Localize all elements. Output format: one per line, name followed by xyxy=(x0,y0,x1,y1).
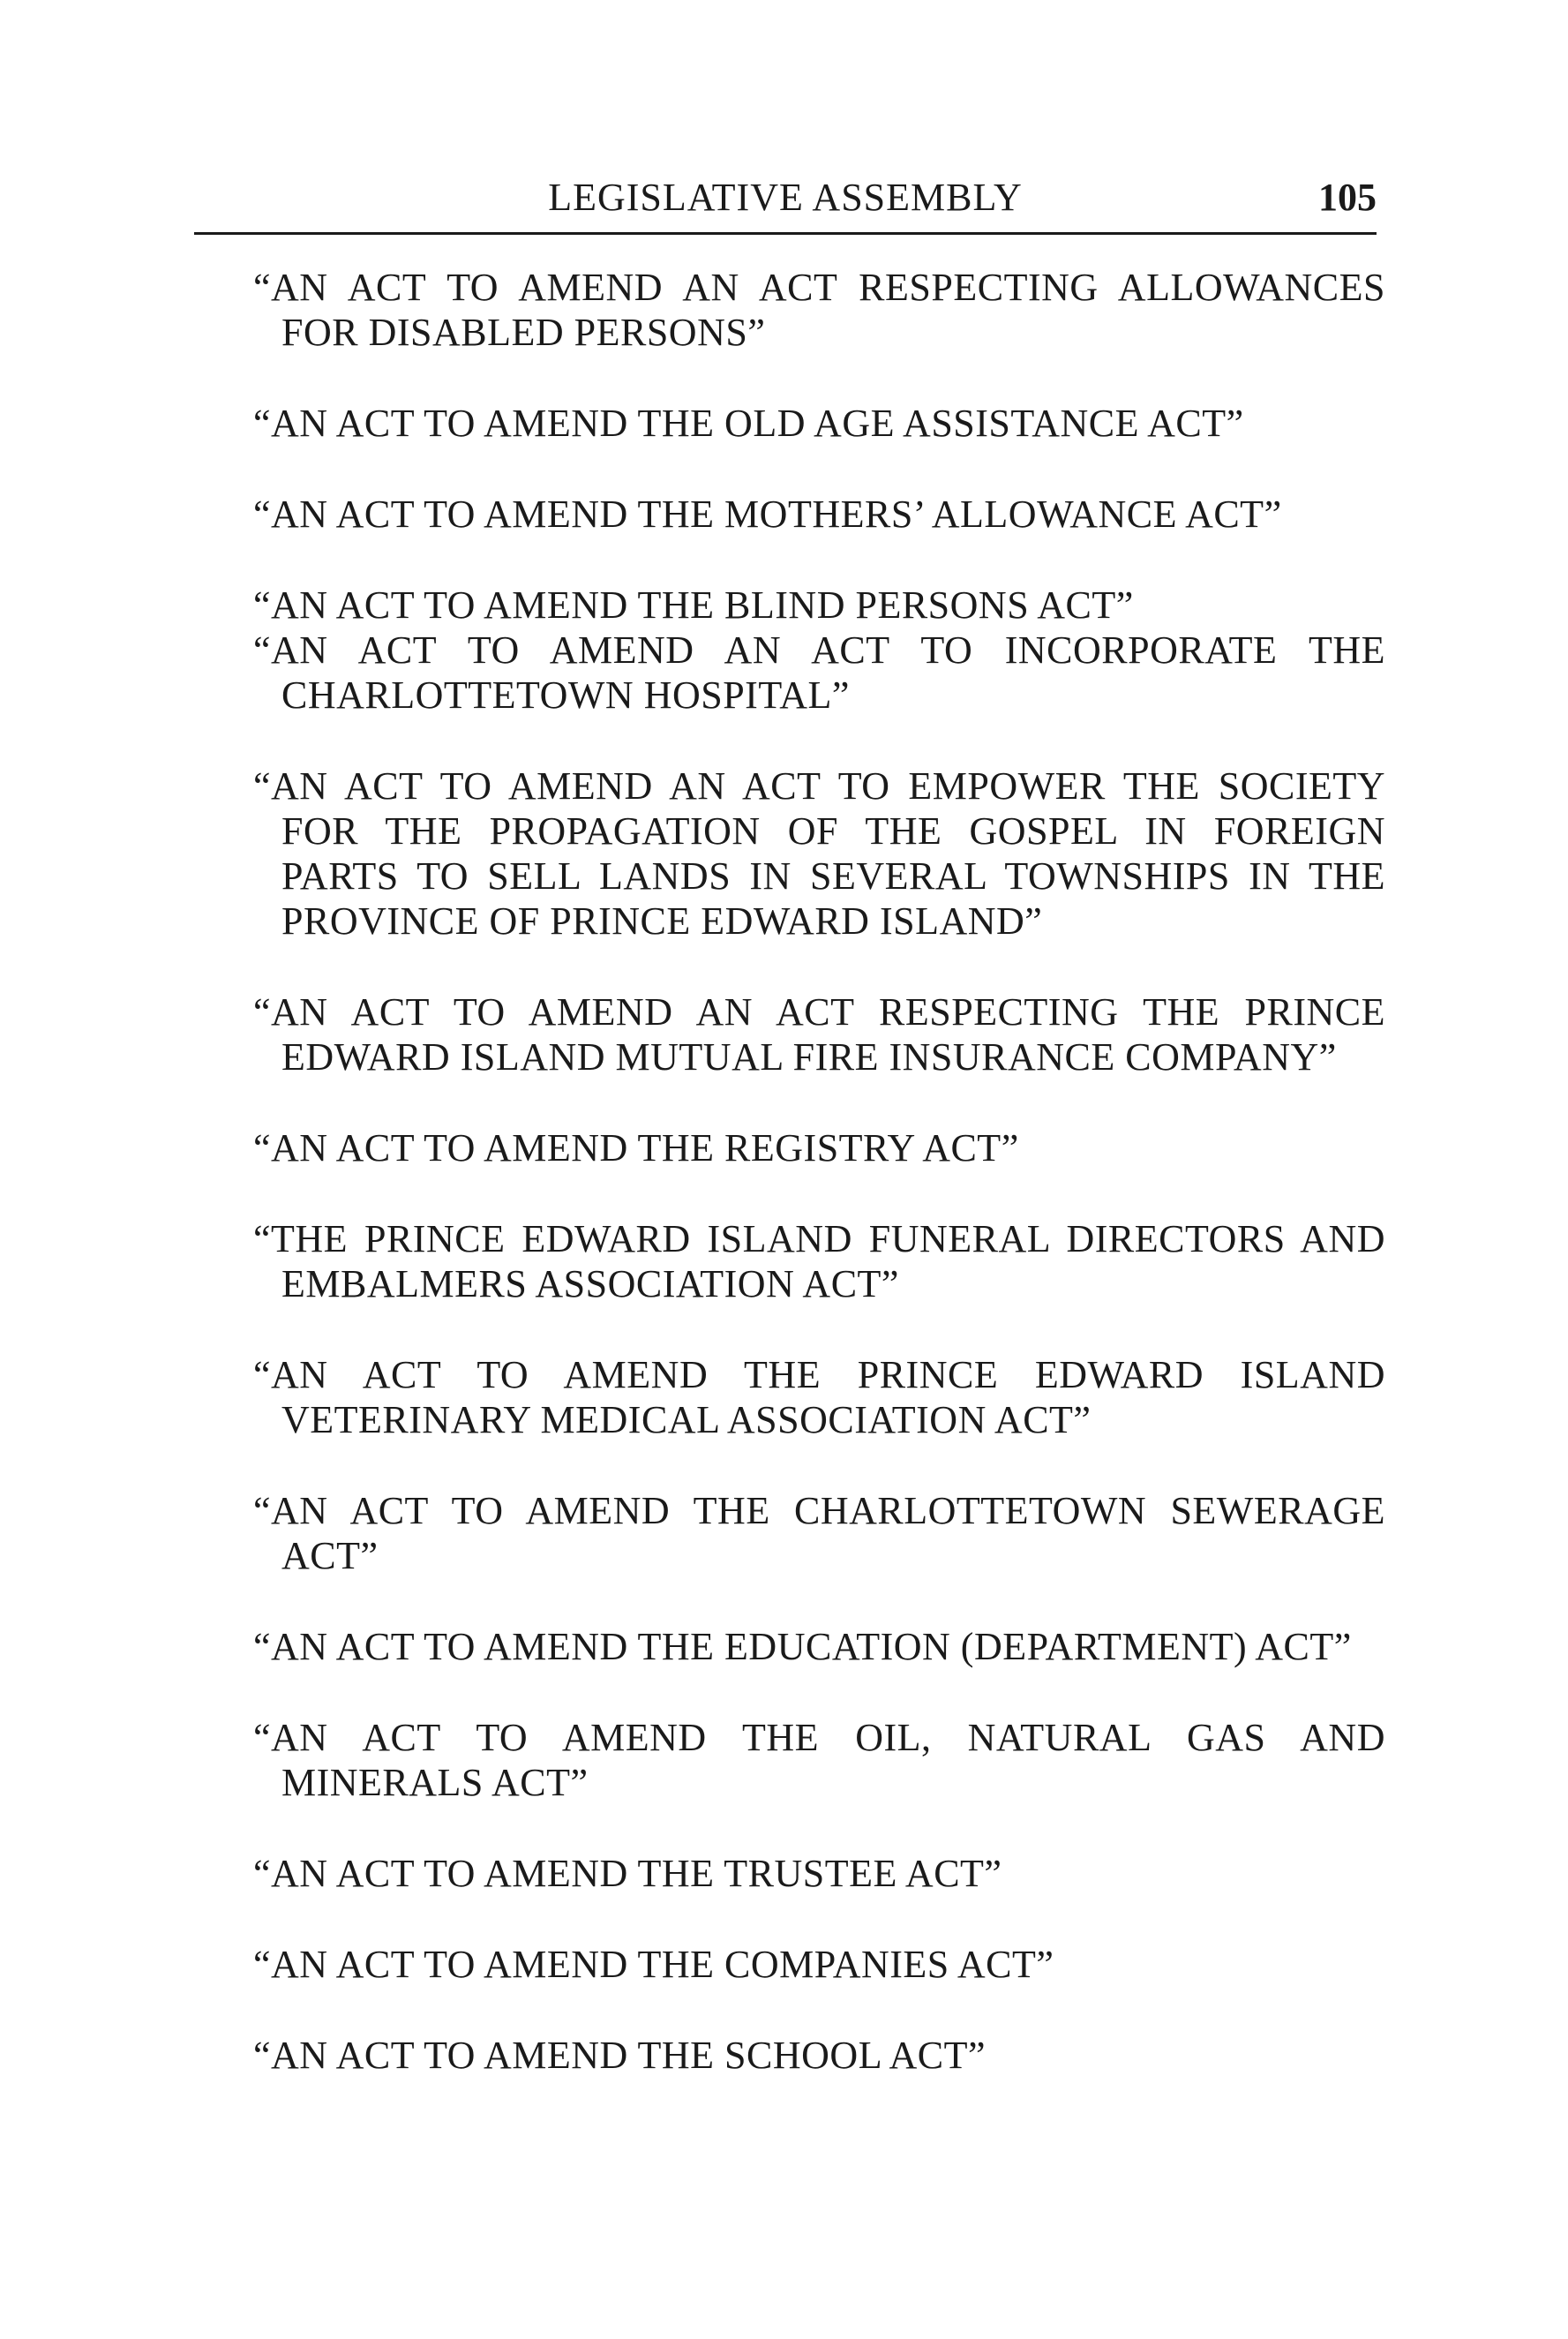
acts-list xyxy=(253,265,1385,2078)
act-title: “AN ACT TO AMEND THE PRINCE EDWARD ISLAND VETERINARY MEDICAL ASSOCIATION ACT” xyxy=(253,1353,1385,1441)
header-rule xyxy=(194,232,1377,235)
act-title: “AN ACT TO AMEND AN ACT TO INCORPORATE THE CHARLOTTETOWN HOSPITAL” xyxy=(253,628,1385,717)
act-title: “AN ACT TO AMEND THE EDUCATION (DEPARTMENT) ACT” xyxy=(253,1625,1352,1668)
act-title: “AN ACT TO AMEND THE MOTHERS’ ALLOWANCE ACT” xyxy=(253,493,1282,536)
page-header xyxy=(194,170,1377,225)
act-title: “AN ACT TO AMEND THE REGISTRY ACT” xyxy=(253,1126,1019,1170)
act-title: “AN ACT TO AMEND THE BLIND PERSONS ACT” xyxy=(253,583,1134,627)
act-title: “AN ACT TO AMEND THE CHARLOTTETOWN SEWERAGE ACT” xyxy=(253,1489,1385,1577)
act-title: “THE PRINCE EDWARD ISLAND FUNERAL DIRECTORS AND EMBALMERS ASSOCIATION ACT” xyxy=(253,1217,1385,1305)
act-title: “AN ACT TO AMEND AN ACT TO EMPOWER THE SOCIETY FOR THE PROPAGATION OF THE GOSPEL IN FOREIGN PARTS TO SELL LANDS IN SEVERAL TOWNSHIPS IN THE PROVINCE OF PRINCE EDWARD ISLAND” xyxy=(253,764,1385,943)
running-title: LEGISLATIVE ASSEMBLY xyxy=(548,176,1023,219)
act-title: “AN ACT TO AMEND THE OLD AGE ASSISTANCE ACT” xyxy=(253,402,1244,445)
act-title: “AN ACT TO AMEND AN ACT RESPECTING ALLOWANCES FOR DISABLED PERSONS” xyxy=(253,266,1385,354)
act-title: “AN ACT TO AMEND THE OIL, NATURAL GAS AND MINERALS ACT” xyxy=(253,1716,1385,1804)
act-title: “AN ACT TO AMEND THE COMPANIES ACT” xyxy=(253,1943,1054,1986)
page-number: 105 xyxy=(1318,176,1377,219)
act-title: “AN ACT TO AMEND AN ACT RESPECTING THE PRINCE EDWARD ISLAND MUTUAL FIRE INSURANCE COMPANY” xyxy=(253,990,1385,1079)
act-title: “AN ACT TO AMEND THE TRUSTEE ACT” xyxy=(253,1852,1002,1895)
act-title: “AN ACT TO AMEND THE SCHOOL ACT” xyxy=(253,2034,987,2077)
